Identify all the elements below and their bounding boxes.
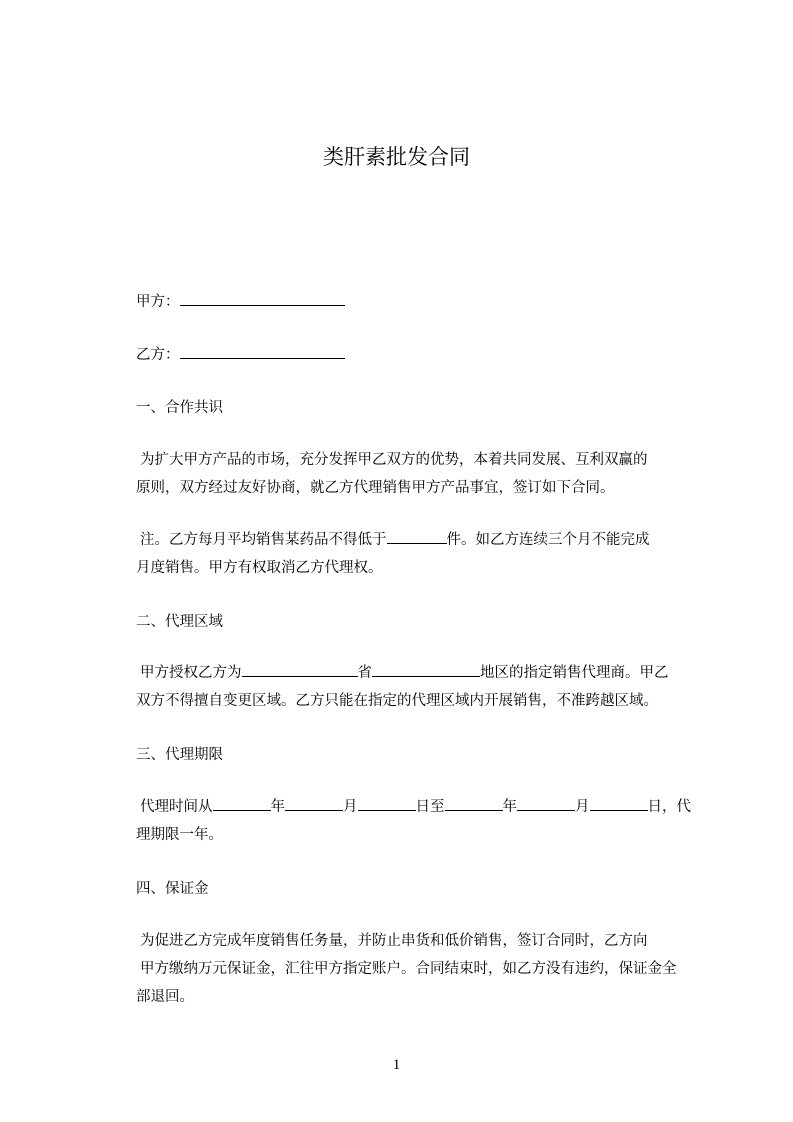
period-month-1: 月 bbox=[343, 799, 358, 815]
note-paragraph bbox=[136, 526, 702, 582]
party-a-label: 甲方： bbox=[136, 294, 180, 310]
party-a-line bbox=[136, 291, 345, 312]
party-a-blank bbox=[180, 291, 345, 306]
end-year-blank bbox=[445, 796, 503, 811]
region-text-c: 地区的指定销售代理商。甲乙 bbox=[480, 665, 669, 681]
end-month-blank bbox=[517, 796, 575, 811]
page-number: 1 bbox=[392, 1057, 401, 1073]
party-b-label: 乙方： bbox=[136, 347, 180, 363]
start-day-blank bbox=[358, 796, 416, 811]
paragraph-line: 为促进乙方完成年度销售任务量，并防止串货和低价销售，签订合同时，乙方向 bbox=[140, 933, 648, 949]
region-text-a: 甲方授权乙方为 bbox=[140, 665, 242, 681]
paragraph-line bbox=[136, 793, 702, 821]
paragraph-line bbox=[136, 526, 702, 554]
period-month-2: 月 bbox=[575, 799, 590, 815]
paragraph-line bbox=[136, 659, 702, 687]
quantity-blank bbox=[387, 529, 447, 544]
area-blank bbox=[372, 662, 480, 677]
section-heading: 一、合作共识 bbox=[136, 400, 223, 416]
start-month-blank bbox=[285, 796, 343, 811]
party-b-blank bbox=[180, 344, 345, 359]
paragraph-line: 甲方缴纳万元保证金，汇往甲方指定账户。合同结束时，如乙方没有违约，保证金全 bbox=[140, 961, 677, 977]
section-paragraph bbox=[136, 446, 702, 502]
party-b-line bbox=[136, 344, 345, 365]
period-from: 代理时间从 bbox=[140, 799, 213, 815]
paragraph-line: 理期限一年。 bbox=[136, 827, 223, 843]
end-day-blank bbox=[590, 796, 648, 811]
note-suffix: 件。如乙方连续三个月不能完成 bbox=[446, 532, 650, 548]
document-title: 类肝素批发合同 bbox=[323, 145, 470, 169]
section-paragraph bbox=[136, 793, 702, 849]
section-paragraph bbox=[136, 659, 702, 715]
paragraph-line: 月度销售。甲方有权取消乙方代理权。 bbox=[136, 560, 383, 576]
paragraph-line: 原则，双方经过友好协商，就乙方代理销售甲方产品事宜，签订如下合同。 bbox=[136, 480, 615, 496]
paragraph-line: 为扩大甲方产品的市场，充分发挥甲乙双方的优势，本着共同发展、互利双赢的 bbox=[140, 452, 648, 468]
section-paragraph bbox=[136, 927, 702, 1011]
period-day-to: 日至 bbox=[415, 799, 445, 815]
period-day-end: 日，代 bbox=[647, 799, 691, 815]
province-blank bbox=[242, 662, 358, 677]
paragraph-line: 部退回。 bbox=[136, 989, 194, 1005]
period-year-2: 年 bbox=[502, 799, 517, 815]
start-year-blank bbox=[213, 796, 271, 811]
period-year-1: 年 bbox=[270, 799, 285, 815]
note-prefix: 注。乙方每月平均销售某药品不得低于 bbox=[140, 532, 387, 548]
section-heading: 四、保证金 bbox=[136, 881, 209, 897]
region-text-b: 省 bbox=[357, 665, 372, 681]
section-heading: 二、代理区域 bbox=[136, 614, 223, 630]
section-heading: 三、代理期限 bbox=[136, 747, 223, 763]
paragraph-line: 双方不得擅自变更区域。乙方只能在指定的代理区域内开展销售，不准跨越区域。 bbox=[136, 693, 658, 709]
